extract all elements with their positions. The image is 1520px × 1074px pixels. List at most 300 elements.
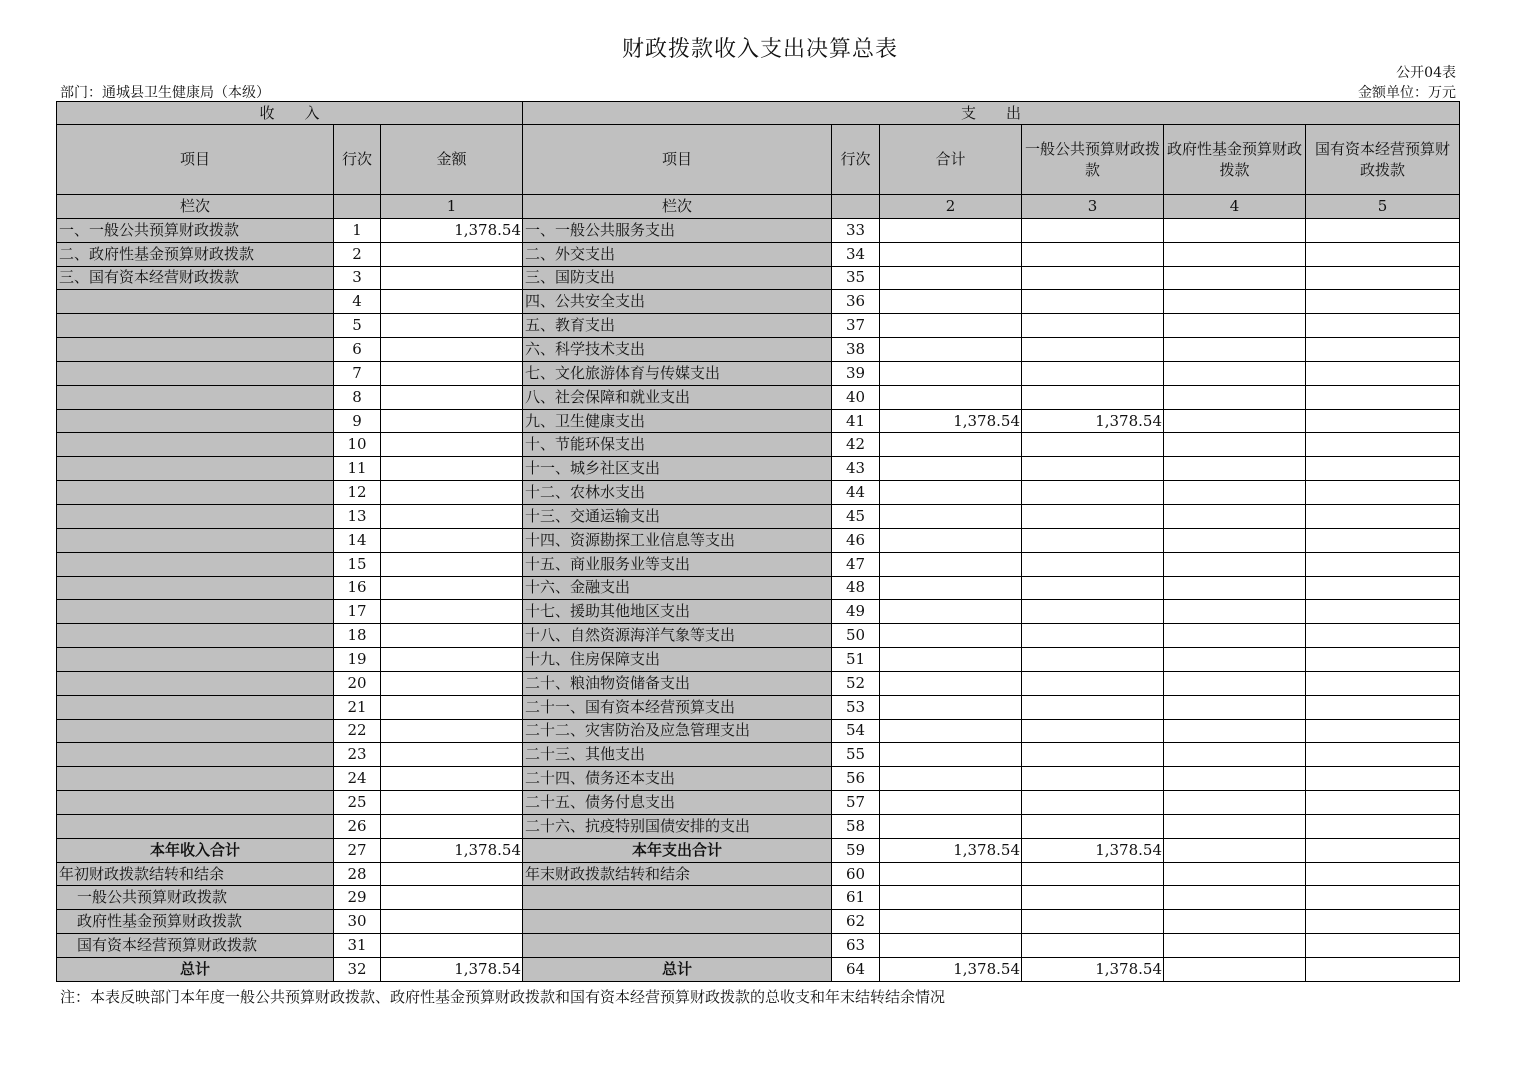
state-capital-cell bbox=[1306, 695, 1460, 719]
header-fund-budget: 政府性基金预算财政拨款 bbox=[1164, 125, 1306, 195]
expense-row-no-cell: 44 bbox=[832, 481, 880, 505]
state-capital-cell bbox=[1306, 743, 1460, 767]
general-budget-cell bbox=[1022, 385, 1164, 409]
fund-budget-cell bbox=[1164, 886, 1306, 910]
income-item-cell bbox=[57, 576, 334, 600]
expense-row-no-cell: 34 bbox=[832, 242, 880, 266]
table-row bbox=[57, 695, 1460, 719]
header-expense-row-no: 行次 bbox=[832, 125, 880, 195]
header-general-budget: 一般公共预算财政拨款 bbox=[1022, 125, 1164, 195]
expense-item-cell: 本年支出合计 bbox=[523, 838, 832, 862]
fund-budget-cell bbox=[1164, 385, 1306, 409]
income-amount-cell bbox=[381, 767, 523, 791]
income-amount-cell bbox=[381, 528, 523, 552]
income-item-cell: 三、国有资本经营财政拨款 bbox=[57, 266, 334, 290]
fund-budget-cell bbox=[1164, 552, 1306, 576]
expense-row-no-cell: 43 bbox=[832, 457, 880, 481]
general-budget-cell bbox=[1022, 457, 1164, 481]
income-row-no-cell: 2 bbox=[334, 242, 381, 266]
expense-item-cell bbox=[523, 910, 832, 934]
col-index-1: 1 bbox=[381, 195, 523, 219]
table-row bbox=[57, 266, 1460, 290]
income-row-no-cell: 28 bbox=[334, 862, 381, 886]
income-amount-cell bbox=[381, 314, 523, 338]
income-row-no-cell: 19 bbox=[334, 648, 381, 672]
state-capital-cell bbox=[1306, 862, 1460, 886]
fund-budget-cell bbox=[1164, 600, 1306, 624]
total-cell bbox=[880, 338, 1022, 362]
table-row bbox=[57, 767, 1460, 791]
total-cell bbox=[880, 648, 1022, 672]
col-index-5: 5 bbox=[1306, 195, 1460, 219]
total-cell bbox=[880, 600, 1022, 624]
expense-row-no-cell: 42 bbox=[832, 433, 880, 457]
expense-item-cell: 六、科学技术支出 bbox=[523, 338, 832, 362]
fund-budget-cell bbox=[1164, 409, 1306, 433]
income-amount-cell bbox=[381, 624, 523, 648]
state-capital-cell bbox=[1306, 338, 1460, 362]
expense-row-no-cell: 58 bbox=[832, 814, 880, 838]
state-capital-cell bbox=[1306, 504, 1460, 528]
income-row-no-cell: 20 bbox=[334, 671, 381, 695]
income-item-cell bbox=[57, 695, 334, 719]
table-row bbox=[57, 719, 1460, 743]
income-row-no-cell: 22 bbox=[334, 719, 381, 743]
general-budget-cell bbox=[1022, 576, 1164, 600]
table-row bbox=[57, 910, 1460, 934]
income-amount-cell bbox=[381, 481, 523, 505]
table-row bbox=[57, 600, 1460, 624]
income-item-cell: 一般公共预算财政拨款 bbox=[57, 886, 334, 910]
state-capital-cell bbox=[1306, 600, 1460, 624]
income-row-no-cell: 30 bbox=[334, 910, 381, 934]
table-row bbox=[57, 671, 1460, 695]
income-amount-cell bbox=[381, 934, 523, 958]
fund-budget-cell bbox=[1164, 338, 1306, 362]
total-cell bbox=[880, 934, 1022, 958]
expense-item-cell: 二、外交支出 bbox=[523, 242, 832, 266]
general-budget-cell bbox=[1022, 504, 1164, 528]
fund-budget-cell bbox=[1164, 242, 1306, 266]
income-item-cell bbox=[57, 719, 334, 743]
income-row-no-cell: 27 bbox=[334, 838, 381, 862]
income-item-cell bbox=[57, 648, 334, 672]
state-capital-cell bbox=[1306, 552, 1460, 576]
income-amount-cell bbox=[381, 719, 523, 743]
table-row bbox=[57, 814, 1460, 838]
total-cell bbox=[880, 314, 1022, 338]
state-capital-cell bbox=[1306, 791, 1460, 815]
table-row bbox=[57, 338, 1460, 362]
income-item-cell: 总计 bbox=[57, 958, 334, 982]
table-row bbox=[57, 457, 1460, 481]
general-budget-cell bbox=[1022, 433, 1164, 457]
general-budget-cell bbox=[1022, 338, 1164, 362]
expense-item-cell: 二十二、灾害防治及应急管理支出 bbox=[523, 719, 832, 743]
income-row-no-cell: 8 bbox=[334, 385, 381, 409]
col-index-blank-2 bbox=[832, 195, 880, 219]
income-amount-cell bbox=[381, 648, 523, 672]
general-budget-cell bbox=[1022, 886, 1164, 910]
total-cell bbox=[880, 814, 1022, 838]
total-cell bbox=[880, 624, 1022, 648]
total-cell bbox=[880, 719, 1022, 743]
general-budget-cell bbox=[1022, 218, 1164, 242]
general-budget-cell bbox=[1022, 361, 1164, 385]
fund-budget-cell bbox=[1164, 958, 1306, 982]
income-amount-cell bbox=[381, 671, 523, 695]
income-row-no-cell: 11 bbox=[334, 457, 381, 481]
total-cell bbox=[880, 910, 1022, 934]
income-item-cell bbox=[57, 338, 334, 362]
expense-item-cell: 一、一般公共服务支出 bbox=[523, 218, 832, 242]
state-capital-cell bbox=[1306, 958, 1460, 982]
fund-budget-cell bbox=[1164, 361, 1306, 385]
total-cell bbox=[880, 481, 1022, 505]
income-item-cell: 政府性基金预算财政拨款 bbox=[57, 910, 334, 934]
expense-row-no-cell: 45 bbox=[832, 504, 880, 528]
expense-row-no-cell: 62 bbox=[832, 910, 880, 934]
total-cell bbox=[880, 862, 1022, 886]
state-capital-cell bbox=[1306, 433, 1460, 457]
fund-budget-cell bbox=[1164, 671, 1306, 695]
state-capital-cell bbox=[1306, 290, 1460, 314]
header-income-amount: 金额 bbox=[381, 125, 523, 195]
income-amount-cell: 1,378.54 bbox=[381, 958, 523, 982]
state-capital-cell bbox=[1306, 266, 1460, 290]
total-cell bbox=[880, 552, 1022, 576]
income-item-cell bbox=[57, 528, 334, 552]
general-budget-cell bbox=[1022, 719, 1164, 743]
income-item-cell bbox=[57, 814, 334, 838]
expense-item-cell: 十五、商业服务业等支出 bbox=[523, 552, 832, 576]
income-row-no-cell: 13 bbox=[334, 504, 381, 528]
fund-budget-cell bbox=[1164, 266, 1306, 290]
income-item-cell bbox=[57, 361, 334, 385]
state-capital-cell bbox=[1306, 838, 1460, 862]
expense-row-no-cell: 47 bbox=[832, 552, 880, 576]
income-row-no-cell: 15 bbox=[334, 552, 381, 576]
state-capital-cell bbox=[1306, 648, 1460, 672]
income-amount-cell bbox=[381, 862, 523, 886]
total-cell bbox=[880, 576, 1022, 600]
expense-row-no-cell: 46 bbox=[832, 528, 880, 552]
header-state-capital: 国有资本经营预算财政拨款 bbox=[1306, 125, 1460, 195]
table-row bbox=[57, 958, 1460, 982]
expense-item-cell: 二十三、其他支出 bbox=[523, 743, 832, 767]
state-capital-cell bbox=[1306, 361, 1460, 385]
income-amount-cell bbox=[381, 338, 523, 362]
income-amount-cell bbox=[381, 576, 523, 600]
state-capital-cell bbox=[1306, 528, 1460, 552]
general-budget-cell bbox=[1022, 552, 1164, 576]
total-cell bbox=[880, 671, 1022, 695]
income-amount-cell: 1,378.54 bbox=[381, 838, 523, 862]
state-capital-cell bbox=[1306, 314, 1460, 338]
expense-item-cell: 五、教育支出 bbox=[523, 314, 832, 338]
expense-row-no-cell: 53 bbox=[832, 695, 880, 719]
income-row-no-cell: 9 bbox=[334, 409, 381, 433]
state-capital-cell bbox=[1306, 671, 1460, 695]
expense-item-cell: 十六、金融支出 bbox=[523, 576, 832, 600]
table-row bbox=[57, 218, 1460, 242]
general-budget-cell: 1,378.54 bbox=[1022, 838, 1164, 862]
state-capital-cell bbox=[1306, 886, 1460, 910]
expense-item-cell: 十二、农林水支出 bbox=[523, 481, 832, 505]
income-amount-cell bbox=[381, 433, 523, 457]
table-row bbox=[57, 290, 1460, 314]
income-amount-cell bbox=[381, 242, 523, 266]
state-capital-cell bbox=[1306, 767, 1460, 791]
total-cell bbox=[880, 695, 1022, 719]
fund-budget-cell bbox=[1164, 791, 1306, 815]
state-capital-cell bbox=[1306, 457, 1460, 481]
state-capital-cell bbox=[1306, 242, 1460, 266]
expense-item-cell: 二十六、抗疫特别国债安排的支出 bbox=[523, 814, 832, 838]
table-row bbox=[57, 433, 1460, 457]
general-budget-cell bbox=[1022, 910, 1164, 934]
table-row bbox=[57, 791, 1460, 815]
header-income-item: 项目 bbox=[57, 125, 334, 195]
expense-section-header: 支 出 bbox=[523, 102, 1460, 125]
income-section-header: 收 入 bbox=[57, 102, 523, 125]
fund-budget-cell bbox=[1164, 290, 1306, 314]
col-index-2: 2 bbox=[880, 195, 1022, 219]
state-capital-cell bbox=[1306, 934, 1460, 958]
table-row bbox=[57, 361, 1460, 385]
income-item-cell bbox=[57, 504, 334, 528]
general-budget-cell bbox=[1022, 671, 1164, 695]
fund-budget-cell bbox=[1164, 433, 1306, 457]
total-cell bbox=[880, 791, 1022, 815]
income-amount-cell bbox=[381, 266, 523, 290]
fund-budget-cell bbox=[1164, 624, 1306, 648]
expense-item-cell: 总计 bbox=[523, 958, 832, 982]
expense-item-cell: 四、公共安全支出 bbox=[523, 290, 832, 314]
general-budget-cell bbox=[1022, 814, 1164, 838]
general-budget-cell bbox=[1022, 791, 1164, 815]
income-row-no-cell: 17 bbox=[334, 600, 381, 624]
state-capital-cell bbox=[1306, 576, 1460, 600]
header-total: 合计 bbox=[880, 125, 1022, 195]
income-item-cell bbox=[57, 743, 334, 767]
fund-budget-cell bbox=[1164, 910, 1306, 934]
expense-row-no-cell: 64 bbox=[832, 958, 880, 982]
expense-row-no-cell: 37 bbox=[832, 314, 880, 338]
income-item-cell bbox=[57, 290, 334, 314]
income-row-no-cell: 26 bbox=[334, 814, 381, 838]
fund-budget-cell bbox=[1164, 743, 1306, 767]
fund-budget-cell bbox=[1164, 504, 1306, 528]
expense-row-no-cell: 61 bbox=[832, 886, 880, 910]
income-item-cell bbox=[57, 671, 334, 695]
income-item-cell bbox=[57, 433, 334, 457]
income-item-cell bbox=[57, 767, 334, 791]
expense-row-no-cell: 63 bbox=[832, 934, 880, 958]
fund-budget-cell bbox=[1164, 481, 1306, 505]
expense-row-no-cell: 56 bbox=[832, 767, 880, 791]
total-cell bbox=[880, 528, 1022, 552]
table-row bbox=[57, 242, 1460, 266]
table-row bbox=[57, 314, 1460, 338]
expense-item-cell: 十七、援助其他地区支出 bbox=[523, 600, 832, 624]
total-cell bbox=[880, 743, 1022, 767]
table-row bbox=[57, 481, 1460, 505]
header-income-row-no: 行次 bbox=[334, 125, 381, 195]
col-index-label: 栏次 bbox=[57, 195, 334, 219]
expense-item-cell: 三、国防支出 bbox=[523, 266, 832, 290]
col-index-blank bbox=[334, 195, 381, 219]
income-item-cell: 一、一般公共预算财政拨款 bbox=[57, 218, 334, 242]
fund-budget-cell bbox=[1164, 838, 1306, 862]
fund-budget-cell bbox=[1164, 218, 1306, 242]
expense-row-no-cell: 60 bbox=[832, 862, 880, 886]
income-amount-cell bbox=[381, 457, 523, 481]
income-amount-cell bbox=[381, 743, 523, 767]
general-budget-cell bbox=[1022, 266, 1164, 290]
general-budget-cell bbox=[1022, 767, 1164, 791]
fund-budget-cell bbox=[1164, 314, 1306, 338]
state-capital-cell bbox=[1306, 385, 1460, 409]
expense-item-cell bbox=[523, 886, 832, 910]
general-budget-cell: 1,378.54 bbox=[1022, 958, 1164, 982]
income-item-cell: 年初财政拨款结转和结余 bbox=[57, 862, 334, 886]
general-budget-cell: 1,378.54 bbox=[1022, 409, 1164, 433]
income-item-cell bbox=[57, 481, 334, 505]
col-index-3: 3 bbox=[1022, 195, 1164, 219]
expense-row-no-cell: 36 bbox=[832, 290, 880, 314]
total-cell bbox=[880, 457, 1022, 481]
income-item-cell bbox=[57, 409, 334, 433]
income-amount-cell bbox=[381, 600, 523, 624]
general-budget-cell bbox=[1022, 624, 1164, 648]
state-capital-cell bbox=[1306, 814, 1460, 838]
income-amount-cell bbox=[381, 409, 523, 433]
expense-item-cell: 十九、住房保障支出 bbox=[523, 648, 832, 672]
income-row-no-cell: 18 bbox=[334, 624, 381, 648]
expense-item-cell: 二十一、国有资本经营预算支出 bbox=[523, 695, 832, 719]
total-cell: 1,378.54 bbox=[880, 409, 1022, 433]
state-capital-cell bbox=[1306, 910, 1460, 934]
expense-item-cell: 十一、城乡社区支出 bbox=[523, 457, 832, 481]
income-amount-cell bbox=[381, 695, 523, 719]
table-row bbox=[57, 886, 1460, 910]
fund-budget-cell bbox=[1164, 767, 1306, 791]
general-budget-cell bbox=[1022, 314, 1164, 338]
fund-budget-cell bbox=[1164, 814, 1306, 838]
fund-budget-cell bbox=[1164, 862, 1306, 886]
expense-row-no-cell: 50 bbox=[832, 624, 880, 648]
col-index-label-2: 栏次 bbox=[523, 195, 832, 219]
income-row-no-cell: 1 bbox=[334, 218, 381, 242]
state-capital-cell bbox=[1306, 218, 1460, 242]
fund-budget-cell bbox=[1164, 457, 1306, 481]
income-item-cell bbox=[57, 600, 334, 624]
fund-budget-cell bbox=[1164, 528, 1306, 552]
footnote: 注：本表反映部门本年度一般公共预算财政拨款、政府性基金预算财政拨款和国有资本经营预算财政拨款的总收支和年末结转结余情况 bbox=[60, 988, 946, 1006]
total-cell bbox=[880, 886, 1022, 910]
income-item-cell bbox=[57, 624, 334, 648]
income-item-cell bbox=[57, 457, 334, 481]
income-row-no-cell: 7 bbox=[334, 361, 381, 385]
expense-row-no-cell: 49 bbox=[832, 600, 880, 624]
total-cell bbox=[880, 361, 1022, 385]
table-row bbox=[57, 385, 1460, 409]
income-amount-cell bbox=[381, 814, 523, 838]
expense-item-cell: 年末财政拨款结转和结余 bbox=[523, 862, 832, 886]
table-row bbox=[57, 648, 1460, 672]
income-row-no-cell: 14 bbox=[334, 528, 381, 552]
income-row-no-cell: 21 bbox=[334, 695, 381, 719]
expense-row-no-cell: 51 bbox=[832, 648, 880, 672]
total-cell bbox=[880, 218, 1022, 242]
total-cell bbox=[880, 504, 1022, 528]
expense-item-cell: 十四、资源勘探工业信息等支出 bbox=[523, 528, 832, 552]
table-row bbox=[57, 552, 1460, 576]
income-amount-cell bbox=[381, 361, 523, 385]
income-amount-cell bbox=[381, 552, 523, 576]
general-budget-cell bbox=[1022, 695, 1164, 719]
income-amount-cell bbox=[381, 910, 523, 934]
expense-item-cell: 七、文化旅游体育与传媒支出 bbox=[523, 361, 832, 385]
income-item-cell: 二、政府性基金预算财政拨款 bbox=[57, 242, 334, 266]
general-budget-cell bbox=[1022, 862, 1164, 886]
income-row-no-cell: 10 bbox=[334, 433, 381, 457]
expense-item-cell: 二十四、债务还本支出 bbox=[523, 767, 832, 791]
expense-item-cell: 二十五、债务付息支出 bbox=[523, 791, 832, 815]
income-row-no-cell: 4 bbox=[334, 290, 381, 314]
col-index-4: 4 bbox=[1164, 195, 1306, 219]
form-number: 公开04表 bbox=[1396, 65, 1456, 81]
general-budget-cell bbox=[1022, 743, 1164, 767]
income-amount-cell bbox=[381, 791, 523, 815]
total-cell bbox=[880, 433, 1022, 457]
income-row-no-cell: 32 bbox=[334, 958, 381, 982]
income-item-cell bbox=[57, 385, 334, 409]
state-capital-cell bbox=[1306, 624, 1460, 648]
expense-row-no-cell: 35 bbox=[832, 266, 880, 290]
income-row-no-cell: 23 bbox=[334, 743, 381, 767]
income-amount-cell bbox=[381, 385, 523, 409]
total-cell bbox=[880, 290, 1022, 314]
income-amount-cell: 1,378.54 bbox=[381, 218, 523, 242]
income-row-no-cell: 31 bbox=[334, 934, 381, 958]
header-expense-item: 项目 bbox=[523, 125, 832, 195]
fund-budget-cell bbox=[1164, 576, 1306, 600]
table-row bbox=[57, 504, 1460, 528]
income-row-no-cell: 29 bbox=[334, 886, 381, 910]
unit-label: 金额单位：万元 bbox=[1358, 85, 1456, 101]
table-row bbox=[57, 409, 1460, 433]
general-budget-cell bbox=[1022, 290, 1164, 314]
department-label: 部门：通城县卫生健康局（本级） bbox=[60, 85, 270, 101]
expense-row-no-cell: 55 bbox=[832, 743, 880, 767]
expense-row-no-cell: 40 bbox=[832, 385, 880, 409]
general-budget-cell bbox=[1022, 528, 1164, 552]
table-row bbox=[57, 624, 1460, 648]
total-cell: 1,378.54 bbox=[880, 838, 1022, 862]
table-row bbox=[57, 862, 1460, 886]
income-amount-cell bbox=[381, 504, 523, 528]
income-item-cell bbox=[57, 791, 334, 815]
general-budget-cell bbox=[1022, 934, 1164, 958]
income-item-cell bbox=[57, 552, 334, 576]
income-item-cell bbox=[57, 314, 334, 338]
expense-row-no-cell: 54 bbox=[832, 719, 880, 743]
income-row-no-cell: 5 bbox=[334, 314, 381, 338]
income-row-no-cell: 16 bbox=[334, 576, 381, 600]
expense-item-cell: 九、卫生健康支出 bbox=[523, 409, 832, 433]
